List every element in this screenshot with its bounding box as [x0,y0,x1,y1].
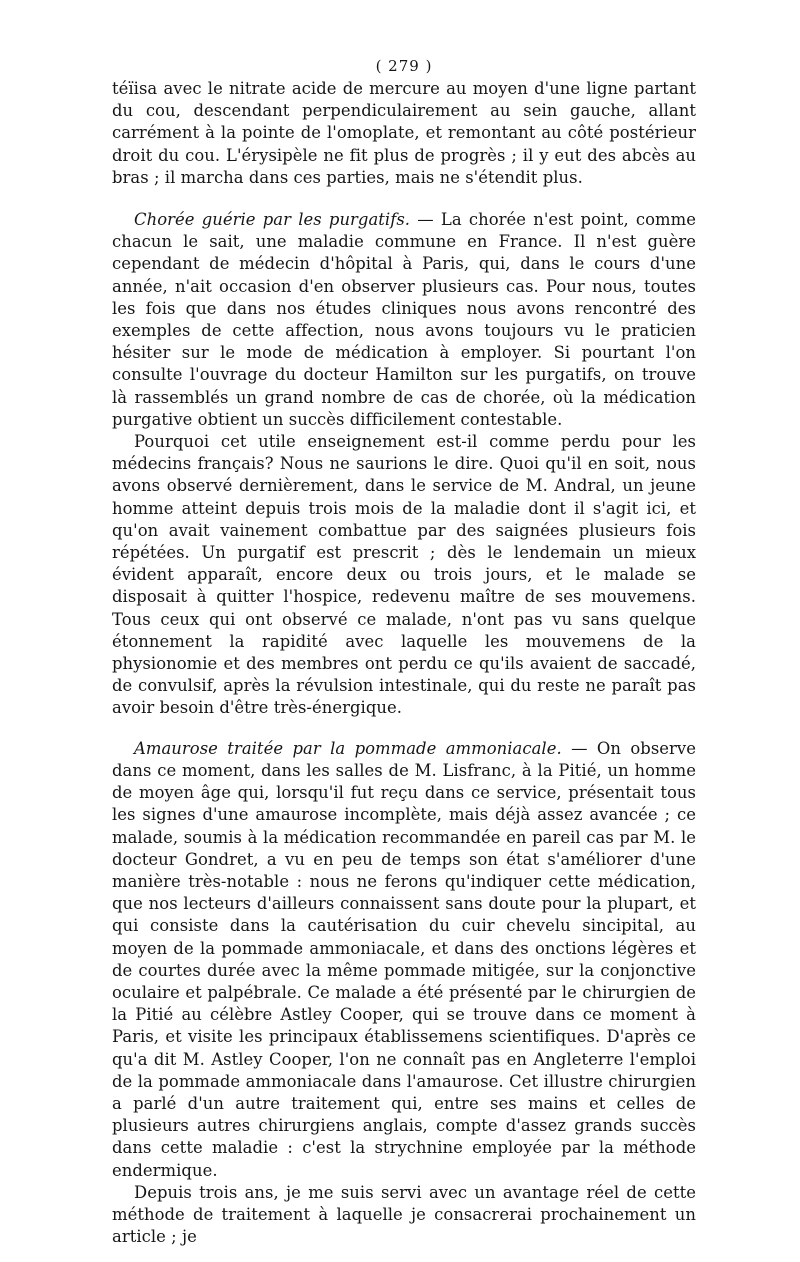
paragraph-choree [112,209,696,431]
paragraph-amaurose [112,738,696,1182]
section-title-choree: Chorée guérie par les purgatifs. [134,210,411,230]
document-page [112,56,696,1248]
paragraph-pourquoi: Pourquoi cet utile enseignement est-il comme perdu pour les médecins français? Nous ne saurions le dire. Quoi qu'il en soit, nous avons observé dernièrement, dans le service de M. Andral, un jeune homme atteint depuis trois mois de la maladie dont il s'agit ici, et qu'on avait vainement combattue par des saignées plusieurs fois répétées. Un purgatif est prescrit ; dès le lendemain un mieux évident apparaît, encore deux ou trois jours, et le malade se disposait à quitter l'hospice, redevenu maître de ses mouvemens. Tous ceux qui ont observé ce malade, n'ont pas vu sans quelque étonnement la rapidité avec laquelle les mouvemens de la physionomie et des membres ont perdu ce qu'ils avaient de saccadé, de convulsif, après la révulsion intestinale, qui du reste ne paraît pas avoir besoin d'être très-énergique. [112,432,696,718]
section-body-amaurose: — On observe dans ce moment, dans les salles de M. Lisfranc, à la Pitié, un homme de moyen âge qui, lorsqu'il fut reçu dans ce service, présentait tous les signes d'une amaurose incomplète, mais déjà assez avancée ; ce malade, soumis à la médication recommandée en pareil cas par M. le docteur Gondret, a vu en peu de temps son état s'améliorer d'une manière très-notable : nous ne ferons qu'indiquer cette médication, que nos lecteurs d'ailleurs connaissent sans doute pour la plupart, et qui consiste dans la cautérisation du cuir chevelu sincipital, au moyen de la pommade ammoniacale, et dans des onctions légères et de courtes durée avec la même pommade mitigée, sur la conjonctive oculaire et palpébrale. Ce malade a été présenté par le chirurgien de la Pitié au célèbre Astley Cooper, qui se trouve dans ce moment à Paris, et visite les principaux établissemens scientifiques. D'après ce qu'a dit M. Astley Cooper, l'on ne connaît pas en Angleterre l'emploi de la pommade ammoniacale dans l'amaurose. Cet illustre chirurgien a parlé d'un autre traitement qui, entre ses mains et celles de plusieurs autres chirurgiens anglais, compte d'assez grands succès dans cette maladie : c'est la strychnine employée par la méthode endermique. [112,738,696,1180]
paragraph-erysipele: téïisa avec le nitrate acide de mercure au moyen d'une ligne partant du cou, descendant perpendiculairement au sein gauche, allant carrément à la pointe de l'omoplate, et remontant au côté postérieur droit du cou. L'érysipèle ne fit plus de progrès ; il y eut des abcès au bras ; il marcha dans ces parties, mais ne s'étendit plus. [112,79,696,187]
section-title-amaurose: Amaurose traitée par la pommade ammoniacale. [134,738,562,758]
page-number: ( 279 ) [375,57,433,75]
paragraph-depuis: Depuis trois ans, je me suis servi avec un avantage réel de cette méthode de traitement à laquelle je consacrerai prochainement un article ; je [112,1182,696,1247]
section-body-choree: — La chorée n'est point, comme chacun le sait, une maladie commune en France. Il n'est guère cependant de médecin d'hôpital à Paris, qui, dans le cours d'une année, n'ait occasion d'en observer plusieurs cas. Pour nous, toutes les fois que dans nos études cliniques nous avons rencontré des exemples de cette affection, nous avons toujours vu le praticien hésiter sur le mode de médication à employer. Si pourtant l'on consulte l'ouvrage du docteur Hamilton sur les purgatifs, on trouve là rassemblés un grand nombre de cas de chorée, où la médication purgative obtient un succès difficilement contestable. [112,210,696,429]
